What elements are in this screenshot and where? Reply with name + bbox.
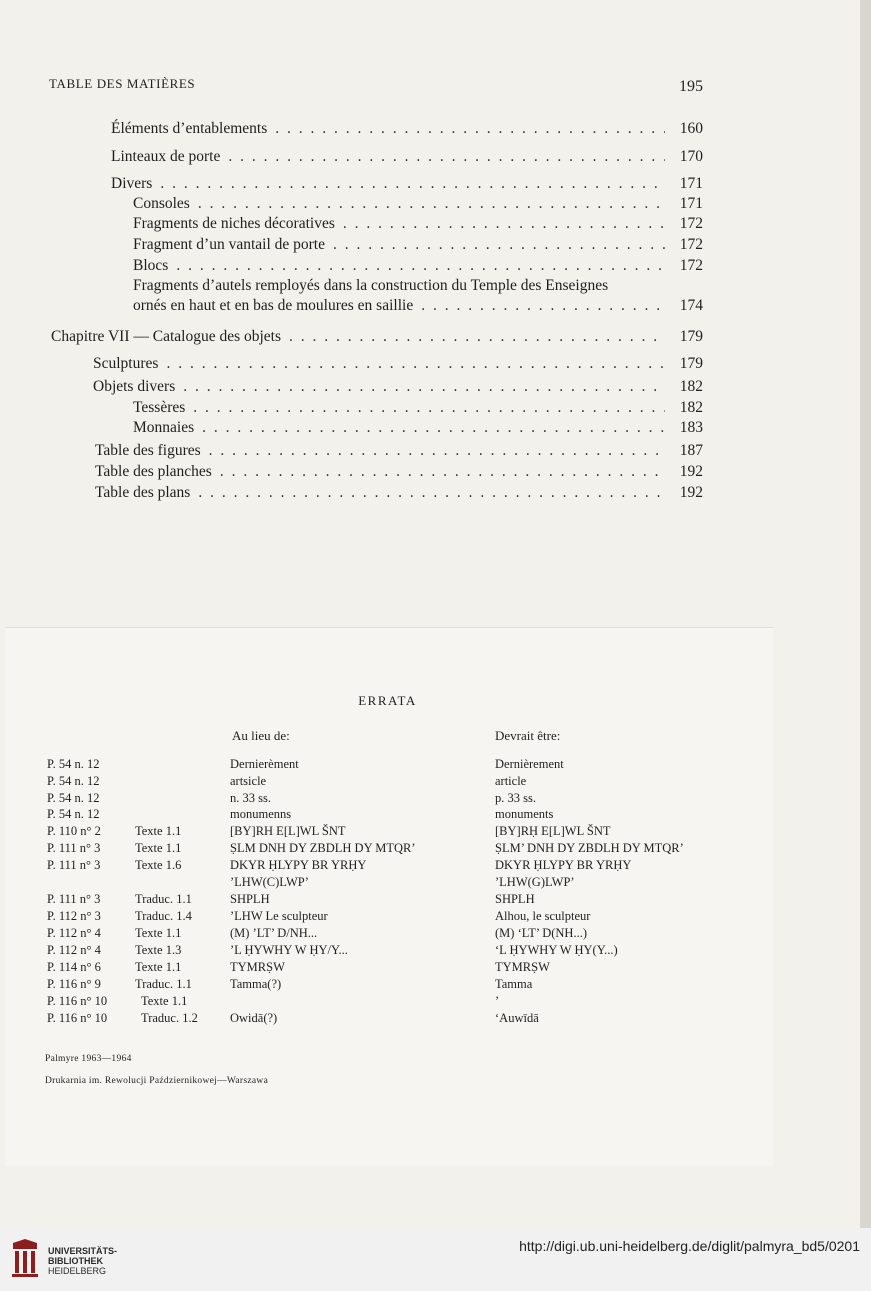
toc-entry: Table des figures . . . 187 [95,441,703,461]
toc-entry: Linteaux de porte . . . 170 [111,147,703,167]
toc-entry: Monnaies . . . 183 [133,418,703,438]
toc-entry: Fragments de niches décoratives . . . 172 [133,214,703,234]
toc-entry: Chapitre VII — Catalogue des objets . . . 179 [51,327,703,347]
university-library-logo-icon [9,1237,41,1279]
page-number: 195 [679,78,703,95]
col-header-instead: Au lieu de: [232,728,290,743]
toc-entry: Tessères . . . 182 [133,398,703,418]
running-header [49,76,703,95]
imprint-line-2: Drukarnia im. Rewolucji Październikowej—Warszawa [45,1076,269,1086]
page-edge [860,0,871,1228]
toc-entry: Objets divers . . . 182 [93,377,703,397]
permalink-url[interactable]: http://digi.ub.uni-heidelberg.de/diglit/palmyra_bd5/0201 [519,1238,860,1254]
toc-entry: Table des plans . . . 192 [95,483,703,503]
col-header-should: Devrait être: [495,728,561,743]
imprint-line-1: Palmyre 1963—1964 [45,1054,132,1064]
toc-entry: Sculptures . . . 179 [93,354,703,374]
toc-entry: Table des planches . . . 192 [95,462,703,482]
toc-entry: Consoles . . . 171 [133,194,703,214]
header-title: TABLE DES MATIÈRES [49,76,196,91]
toc-entry: Fragments d’autels remployés dans la construction du Temple des Enseignes [133,277,609,294]
toc-entry: Fragment d’un vantail de porte . . . 172 [133,235,703,255]
toc-entry: Éléments d’entablements . . . 160 [111,119,703,139]
library-name: UNIVERSITÄTS- BIBLIOTHEK HEIDELBERG [48,1246,118,1276]
toc-entry: Blocs . . . 172 [133,256,703,276]
toc-entry: Divers . . . 171 [111,174,703,194]
toc-entry: ornés en haut et en bas de moulures en saillie . . . 174 [133,296,703,316]
errata-title: ERRATA [358,693,417,708]
